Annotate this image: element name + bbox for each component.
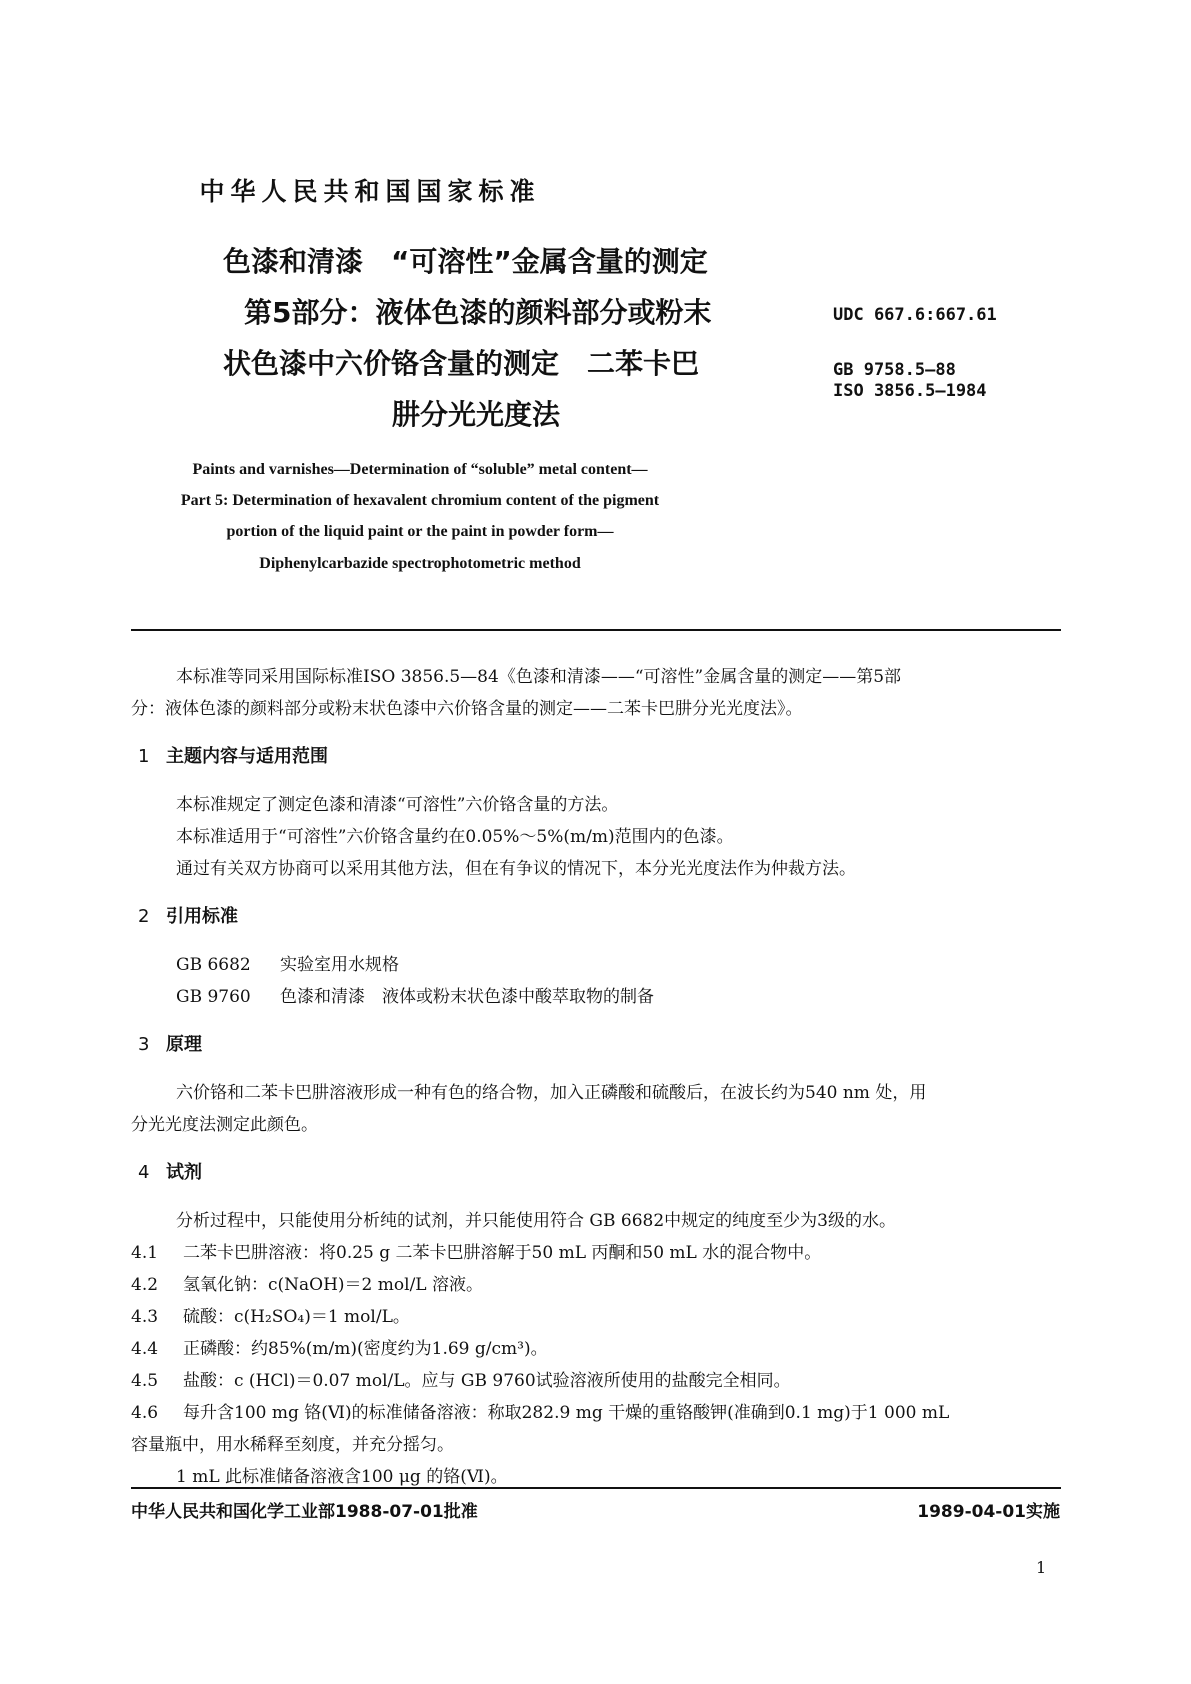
- reagent-text: 盐酸：c (HCl)＝0.07 mol/L。应与 GB 9760试验溶液所使用的盐酸完全相同。: [183, 1371, 791, 1391]
- section-3-heading: [138, 1030, 202, 1056]
- iso-code: ISO 3856.5—1984: [833, 381, 987, 401]
- reagent-number: 4.2: [131, 1275, 159, 1295]
- udc-code: UDC 667.6:667.61: [833, 305, 997, 325]
- section-2-number: 2: [138, 906, 150, 927]
- section-4-title: 试剂: [166, 1162, 202, 1183]
- section-1-heading: [138, 742, 328, 768]
- s1-paragraph: 本标准适用于“可溶性”六价铬含量约在0.05%～5%(m/m)范围内的色漆。: [176, 827, 734, 847]
- section-4-number: 4: [138, 1162, 150, 1183]
- reagent-item: [131, 1238, 821, 1263]
- en-title-line-1: Paints and varnishes—Determination of “soluble” metal content—: [192, 461, 648, 478]
- en-title-line-2: Part 5: Determination of hexavalent chromium content of the pigment: [180, 492, 660, 509]
- national-standard-heading: 中华人民共和国国家标准: [199, 177, 541, 206]
- gb-code: GB 9758.5—88: [833, 360, 956, 380]
- s4-intro: 分析过程中，只能使用分析纯的试剂，并只能使用符合 GB 6682中规定的纯度至少为3级的水。: [176, 1211, 896, 1231]
- reagent-item-continuation: 容量瓶中，用水稀释至刻度，并充分摇匀。: [131, 1435, 454, 1455]
- reference-title: 色漆和清漆 液体或粉末状色漆中酸萃取物的制备: [280, 987, 654, 1007]
- reagent-item: [131, 1270, 483, 1295]
- s1-paragraph: 通过有关双方协商可以采用其他方法，但在有争议的情况下，本分光光度法作为仲裁方法。: [176, 859, 856, 879]
- reagent-number: 4.3: [131, 1307, 159, 1327]
- reagent-item: [131, 1398, 949, 1423]
- s3-paragraph: 分光光度法测定此颜色。: [131, 1115, 318, 1135]
- cn-title-line-1: 色漆和清漆 “可溶性”金属含量的测定: [223, 245, 708, 278]
- section-2-heading: [138, 902, 238, 928]
- s1-paragraph: 本标准规定了测定色漆和清漆“可溶性”六价铬含量的方法。: [176, 795, 619, 815]
- intro-line-2: 分：液体色漆的颜料部分或粉末状色漆中六价铬含量的测定——二苯卡巴肼分光光度法》。: [131, 699, 803, 719]
- intro-line-1: 本标准等同采用国际标准ISO 3856.5—84《色漆和清漆——“可溶性”金属含量的测定——第5部: [176, 667, 902, 687]
- reference-title: 实验室用水规格: [280, 955, 399, 975]
- reagent-note: 1 mL 此标准储备溶液含100 μg 的铬(Ⅵ)。: [176, 1467, 508, 1487]
- section-2-title: 引用标准: [166, 906, 238, 927]
- reagent-number: 4.4: [131, 1339, 159, 1359]
- approval-line: 中华人民共和国化学工业部1988-07-01批准: [131, 1502, 478, 1522]
- reagent-item: [131, 1334, 548, 1359]
- section-1-title: 主题内容与适用范围: [166, 746, 328, 767]
- section-3-title: 原理: [166, 1034, 202, 1055]
- reference-code: GB 6682: [176, 955, 251, 975]
- reagent-number: 4.6: [131, 1403, 159, 1423]
- section-3-number: 3: [138, 1034, 150, 1055]
- reagent-item: [131, 1302, 410, 1327]
- reagent-text: 每升含100 mg 铬(Ⅵ)的标准储备溶液：称取282.9 mg 干燥的重铬酸钾(准确到0.1 mg)于1 000 mL: [183, 1403, 950, 1423]
- reagent-item: [131, 1366, 791, 1391]
- top-divider: [131, 629, 1061, 631]
- reagent-text: 硫酸：c(H₂SO₄)＝1 mol/L。: [183, 1307, 410, 1327]
- section-1-number: 1: [138, 746, 150, 767]
- effective-date: 1989-04-01实施: [917, 1502, 1060, 1522]
- en-title-line-4: Diphenylcarbazide spectrophotometric method: [259, 555, 581, 572]
- reagent-text: 正磷酸：约85%(m/m)(密度约为1.69 g/cm³)。: [183, 1339, 548, 1359]
- cn-title-line-3: 状色漆中六价铬含量的测定 二苯卡巴: [223, 347, 700, 380]
- reagent-text: 二苯卡巴肼溶液：将0.25 g 二苯卡巴肼溶解于50 mL 丙酮和50 mL 水的混合物中。: [183, 1243, 822, 1263]
- reagent-text: 氢氧化钠：c(NaOH)＝2 mol/L 溶液。: [183, 1275, 483, 1295]
- reference-item: [176, 950, 399, 975]
- cn-title-line-2: 第5部分：液体色漆的颜料部分或粉末: [244, 296, 712, 329]
- reference-item: [176, 982, 654, 1007]
- s3-paragraph: 六价铬和二苯卡巴肼溶液形成一种有色的络合物，加入正磷酸和硫酸后，在波长约为540 nm 处，用: [176, 1083, 927, 1103]
- reagent-number: 4.5: [131, 1371, 159, 1391]
- section-4-heading: [138, 1158, 202, 1184]
- en-title-line-3: portion of the liquid paint or the paint in powder form—: [226, 523, 614, 540]
- bottom-divider: [131, 1487, 1061, 1489]
- reference-code: GB 9760: [176, 987, 251, 1007]
- cn-title-line-4: 肼分光光度法: [392, 398, 561, 431]
- reagent-number: 4.1: [131, 1243, 159, 1263]
- page-number: 1: [1036, 1558, 1047, 1577]
